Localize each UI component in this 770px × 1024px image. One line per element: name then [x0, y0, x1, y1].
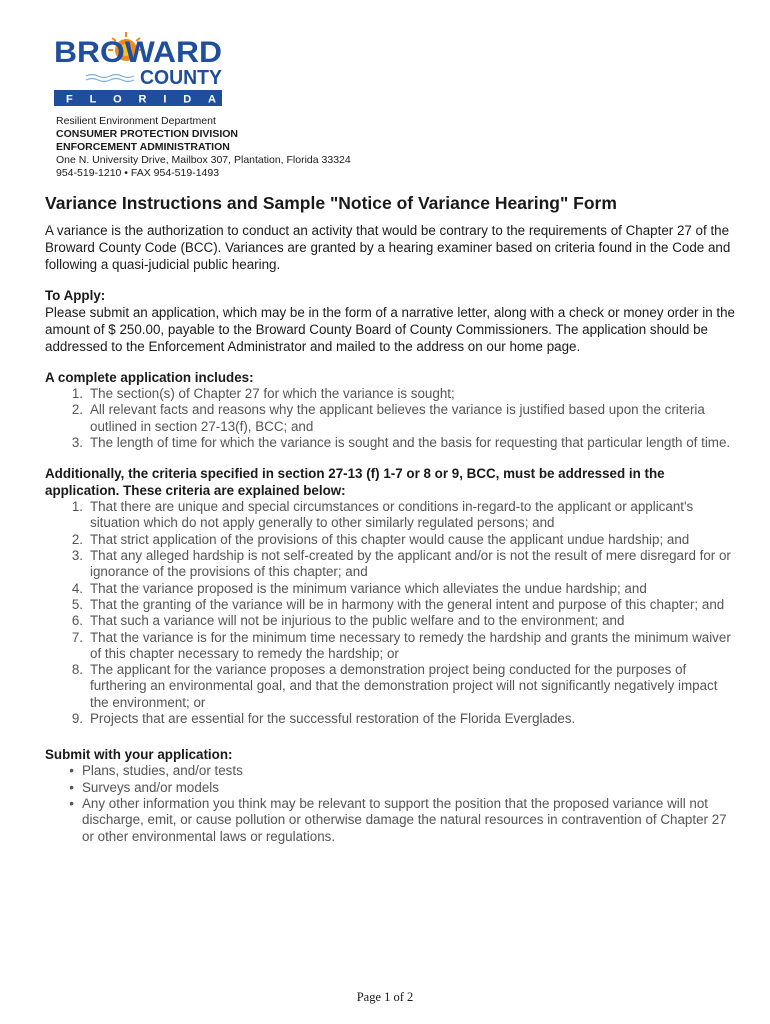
list-item: • Plans, studies, and/or tests — [45, 763, 735, 779]
list-item: 3. The length of time for which the variance is sought and the basis for requesting that particular length of time. — [71, 434, 731, 450]
list-item: 8. The applicant for the variance proposes a demonstration project being conducted for the purposes of furthering an environmental goal, and that the demonstration project will not significantly negatively impact the environment; or — [71, 662, 718, 710]
bullet-icon: • — [69, 779, 74, 795]
list-item: 2. All relevant facts and reasons why the applicant believes the variance is justified based upon the criteria outlined in section 27-13(f), BCC; and — [71, 402, 705, 434]
list-item: • Any other information you think may be relevant to support the position that the proposed variance will not discharge, emit, or cause pollution or otherwise damage the natural resources in contravention of Chapter 27 or other environmental laws or regulations. — [45, 796, 735, 845]
logo-word-county: COUNTY — [140, 67, 223, 89]
waves-icon — [86, 75, 134, 82]
to-apply-heading: To Apply: — [45, 288, 106, 303]
list-item: 7. That the variance is for the minimum time necessary to remedy the hardship and grants the minimum waiver of this chapter necessary to remedy the hardship; or — [71, 629, 731, 661]
submit-list — [45, 763, 735, 844]
page-number: Page 1 of 2 — [356, 990, 414, 1004]
list-item: 1. The section(s) of Chapter 27 for which the variance is sought; — [71, 386, 455, 401]
broward-county-logo — [52, 30, 224, 106]
list-item: 5. That the granting of the variance will be in harmony with the general intent and purpose of this chapter; and — [71, 596, 725, 612]
submit-heading: Submit with your application: — [45, 747, 233, 763]
list-item: 2. That strict application of the provisions of this chapter would cause the applicant undue hardship; and — [71, 531, 690, 547]
criteria-heading: Additionally, the criteria specified in section 27-13 (f) 1-7 or 8 or 9, BCC, must be addressed in the application. These criteria are explained below: — [45, 466, 665, 499]
administration-name: ENFORCEMENT ADMINISTRATION — [56, 141, 230, 153]
logo-word-florida: FLORIDA — [66, 93, 216, 106]
department-name: Resilient Environment Department — [56, 115, 216, 127]
bullet-icon: • — [69, 763, 74, 779]
page-title: Variance Instructions and Sample "Notice of Variance Hearing" Form — [45, 193, 617, 213]
list-item: 9. Projects that are essential for the successful restoration of the Florida Everglades. — [71, 711, 576, 727]
address: One N. University Drive, Mailbox 307, Plantation, Florida 33324 — [56, 154, 351, 166]
document-body — [45, 192, 735, 845]
logo-word-broward: BROWARD — [54, 36, 222, 69]
complete-application-list — [45, 386, 735, 451]
list-item: • Surveys and/or models — [45, 780, 735, 796]
bullet-icon: • — [69, 795, 74, 811]
list-item: 6. That such a variance will not be injurious to the public welfare and to the environment; and — [71, 613, 625, 629]
list-item: 3. That any alleged hardship is not self-created by the applicant and/or is not the result of mere disregard for or ignorance of the provisions of this chapter; and — [71, 548, 731, 580]
criteria-list — [45, 499, 735, 727]
intro-paragraph: A variance is the authorization to conduct an activity that would be contrary to the requirements of Chapter 27 of the Broward County Code (BCC). Variances are granted by a hearing examiner based on criteria found in the Code and following a quasi-judicial public hearing. — [45, 223, 731, 272]
department-header — [56, 115, 351, 180]
list-item: 1. That there are unique and special circumstances or conditions in-regard-to the applicant or applicant's situation which do not apply generally to other similarly regulated persons; and — [71, 499, 694, 531]
phone-fax: 954-519-1210 • FAX 954-519-1493 — [56, 167, 220, 179]
complete-application-heading: A complete application includes: — [45, 370, 254, 385]
to-apply-text: Please submit an application, which may be in the form of a narrative letter, along with a check or money order in the amount of $ 250.00, payable to the Broward County Board of County Commissioners. The application should be addressed to the Enforcement Administrator and mailed to the address on our home page. — [45, 305, 735, 354]
division-name: CONSUMER PROTECTION DIVISION — [56, 128, 239, 140]
list-item: 4. That the variance proposed is the minimum variance which alleviates the undue hardship; and — [71, 580, 647, 596]
